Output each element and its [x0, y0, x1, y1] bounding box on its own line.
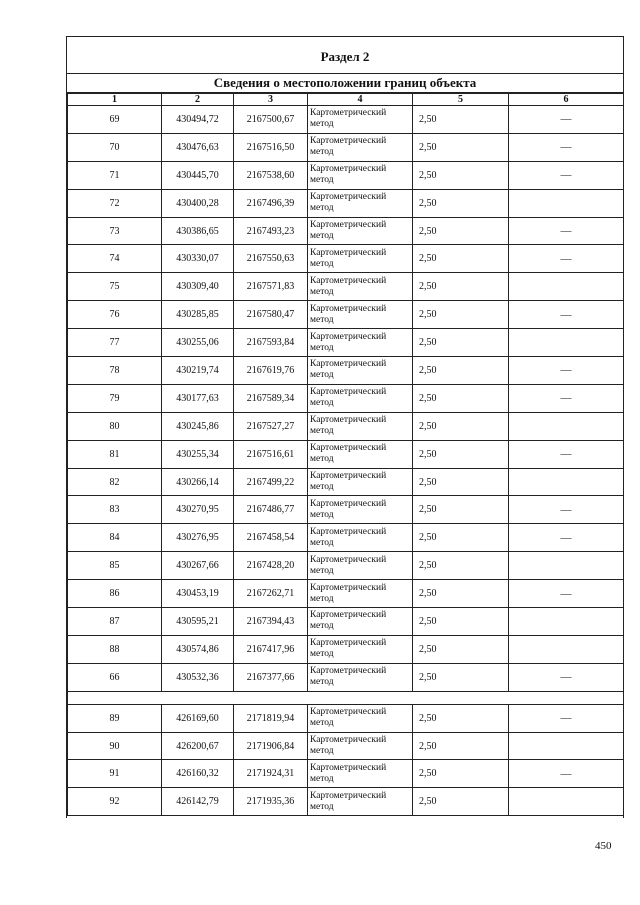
column-header: 2: [162, 94, 234, 106]
table-row: [68, 357, 624, 385]
description-cell: [509, 635, 624, 663]
point-number-cell: 80: [68, 412, 162, 440]
method-cell: Картометрический метод: [308, 301, 413, 329]
y-coordinate-cell: 2167580,47: [234, 301, 308, 329]
y-coordinate-cell: 2171906,84: [234, 732, 308, 760]
point-number-cell: 89: [68, 704, 162, 732]
accuracy-cell: 2,50: [413, 273, 509, 301]
description-cell: [509, 788, 624, 816]
x-coordinate-cell: 426142,79: [162, 788, 234, 816]
method-cell: Картометрический метод: [308, 608, 413, 636]
point-number-cell: 79: [68, 384, 162, 412]
y-coordinate-cell: 2167496,39: [234, 189, 308, 217]
description-cell: —: [509, 245, 624, 273]
method-cell: Картометрический метод: [308, 524, 413, 552]
description-cell: —: [509, 133, 624, 161]
x-coordinate-cell: 426200,67: [162, 732, 234, 760]
column-header: 5: [413, 94, 509, 106]
description-cell: —: [509, 496, 624, 524]
accuracy-cell: 2,50: [413, 580, 509, 608]
point-number-cell: 84: [68, 524, 162, 552]
table-row: [68, 189, 624, 217]
description-cell: —: [509, 357, 624, 385]
accuracy-cell: 2,50: [413, 384, 509, 412]
point-number-cell: 81: [68, 440, 162, 468]
point-number-cell: 77: [68, 329, 162, 357]
y-coordinate-cell: 2167589,34: [234, 384, 308, 412]
y-coordinate-cell: 2171924,31: [234, 760, 308, 788]
separator-cell: [68, 691, 624, 704]
method-cell: Картометрический метод: [308, 329, 413, 357]
section-title: Раздел 2: [320, 49, 370, 64]
description-cell: [509, 468, 624, 496]
description-cell: —: [509, 217, 624, 245]
method-cell: Картометрический метод: [308, 384, 413, 412]
description-cell: —: [509, 301, 624, 329]
point-number-cell: 69: [68, 106, 162, 134]
table-row: [68, 496, 624, 524]
point-number-cell: 73: [68, 217, 162, 245]
table-row: [68, 663, 624, 691]
accuracy-cell: 2,50: [413, 704, 509, 732]
x-coordinate-cell: 430285,85: [162, 301, 234, 329]
method-cell: Картометрический метод: [308, 732, 413, 760]
table-row: [68, 635, 624, 663]
description-cell: —: [509, 384, 624, 412]
coordinates-table: [67, 93, 624, 816]
table-row: [68, 732, 624, 760]
x-coordinate-cell: 426169,60: [162, 704, 234, 732]
point-number-cell: 92: [68, 788, 162, 816]
description-cell: [509, 732, 624, 760]
accuracy-cell: 2,50: [413, 635, 509, 663]
point-number-cell: 71: [68, 161, 162, 189]
x-coordinate-cell: 430267,66: [162, 552, 234, 580]
y-coordinate-cell: 2167377,66: [234, 663, 308, 691]
x-coordinate-cell: 430494,72: [162, 106, 234, 134]
point-number-cell: 86: [68, 580, 162, 608]
description-cell: —: [509, 161, 624, 189]
x-coordinate-cell: 430309,40: [162, 273, 234, 301]
table-row: [68, 552, 624, 580]
table-row: [68, 524, 624, 552]
accuracy-cell: 2,50: [413, 732, 509, 760]
table-row: [68, 412, 624, 440]
accuracy-cell: 2,50: [413, 412, 509, 440]
method-cell: Картометрический метод: [308, 189, 413, 217]
accuracy-cell: 2,50: [413, 663, 509, 691]
method-cell: Картометрический метод: [308, 412, 413, 440]
y-coordinate-cell: 2167619,76: [234, 357, 308, 385]
method-cell: Картометрический метод: [308, 468, 413, 496]
table-row: [68, 273, 624, 301]
table-row: [68, 106, 624, 134]
accuracy-cell: 2,50: [413, 329, 509, 357]
description-cell: —: [509, 440, 624, 468]
accuracy-cell: 2,50: [413, 357, 509, 385]
x-coordinate-cell: 430532,36: [162, 663, 234, 691]
method-cell: Картометрический метод: [308, 161, 413, 189]
accuracy-cell: 2,50: [413, 608, 509, 636]
description-cell: —: [509, 663, 624, 691]
description-cell: [509, 329, 624, 357]
method-cell: Картометрический метод: [308, 663, 413, 691]
x-coordinate-cell: 430386,65: [162, 217, 234, 245]
accuracy-cell: 2,50: [413, 161, 509, 189]
x-coordinate-cell: 426160,32: [162, 760, 234, 788]
y-coordinate-cell: 2167458,54: [234, 524, 308, 552]
table-row: [68, 329, 624, 357]
table-row: [68, 704, 624, 732]
y-coordinate-cell: 2167394,43: [234, 608, 308, 636]
accuracy-cell: 2,50: [413, 552, 509, 580]
accuracy-cell: 2,50: [413, 301, 509, 329]
point-number-cell: 82: [68, 468, 162, 496]
x-coordinate-cell: 430177,63: [162, 384, 234, 412]
method-cell: Картометрический метод: [308, 788, 413, 816]
table-row: [68, 468, 624, 496]
column-header: 3: [234, 94, 308, 106]
description-cell: [509, 273, 624, 301]
method-cell: Картометрический метод: [308, 245, 413, 273]
table-row: [68, 608, 624, 636]
y-coordinate-cell: 2171819,94: [234, 704, 308, 732]
x-coordinate-cell: 430476,63: [162, 133, 234, 161]
point-number-cell: 74: [68, 245, 162, 273]
y-coordinate-cell: 2167417,96: [234, 635, 308, 663]
accuracy-cell: 2,50: [413, 524, 509, 552]
method-cell: Картометрический метод: [308, 704, 413, 732]
y-coordinate-cell: 2167500,67: [234, 106, 308, 134]
y-coordinate-cell: 2171935,36: [234, 788, 308, 816]
accuracy-cell: 2,50: [413, 245, 509, 273]
x-coordinate-cell: 430255,34: [162, 440, 234, 468]
y-coordinate-cell: 2167486,77: [234, 496, 308, 524]
method-cell: Картометрический метод: [308, 552, 413, 580]
column-header: 4: [308, 94, 413, 106]
method-cell: Картометрический метод: [308, 760, 413, 788]
description-cell: —: [509, 580, 624, 608]
point-number-cell: 85: [68, 552, 162, 580]
point-number-cell: 76: [68, 301, 162, 329]
point-number-cell: 66: [68, 663, 162, 691]
x-coordinate-cell: 430400,28: [162, 189, 234, 217]
y-coordinate-cell: 2167516,50: [234, 133, 308, 161]
method-cell: Картометрический метод: [308, 635, 413, 663]
table-row: [68, 440, 624, 468]
table-row: [68, 384, 624, 412]
accuracy-cell: 2,50: [413, 468, 509, 496]
accuracy-cell: 2,50: [413, 440, 509, 468]
description-cell: [509, 608, 624, 636]
table-row: [68, 580, 624, 608]
accuracy-cell: 2,50: [413, 133, 509, 161]
point-number-cell: 87: [68, 608, 162, 636]
x-coordinate-cell: 430445,70: [162, 161, 234, 189]
y-coordinate-cell: 2167593,84: [234, 329, 308, 357]
description-cell: [509, 189, 624, 217]
method-cell: Картометрический метод: [308, 106, 413, 134]
point-number-cell: 70: [68, 133, 162, 161]
method-cell: Картометрический метод: [308, 273, 413, 301]
x-coordinate-cell: 430219,74: [162, 357, 234, 385]
separator-row: [68, 691, 624, 704]
description-cell: —: [509, 524, 624, 552]
y-coordinate-cell: 2167428,20: [234, 552, 308, 580]
point-number-cell: 75: [68, 273, 162, 301]
accuracy-cell: 2,50: [413, 496, 509, 524]
x-coordinate-cell: 430595,21: [162, 608, 234, 636]
y-coordinate-cell: 2167493,23: [234, 217, 308, 245]
document-frame: [66, 36, 624, 818]
column-header-row: [68, 94, 624, 106]
description-cell: —: [509, 106, 624, 134]
description-cell: [509, 552, 624, 580]
y-coordinate-cell: 2167516,61: [234, 440, 308, 468]
method-cell: Картометрический метод: [308, 217, 413, 245]
table-row: [68, 217, 624, 245]
column-header: 1: [68, 94, 162, 106]
method-cell: Картометрический метод: [308, 133, 413, 161]
point-number-cell: 83: [68, 496, 162, 524]
method-cell: Картометрический метод: [308, 440, 413, 468]
method-cell: Картометрический метод: [308, 357, 413, 385]
description-cell: —: [509, 704, 624, 732]
point-number-cell: 72: [68, 189, 162, 217]
section-subtitle: Сведения о местоположении границ объекта: [67, 73, 623, 93]
x-coordinate-cell: 430245,86: [162, 412, 234, 440]
accuracy-cell: 2,50: [413, 788, 509, 816]
y-coordinate-cell: 2167499,22: [234, 468, 308, 496]
accuracy-cell: 2,50: [413, 217, 509, 245]
point-number-cell: 88: [68, 635, 162, 663]
column-header: 6: [509, 94, 624, 106]
table-row: [68, 760, 624, 788]
x-coordinate-cell: 430453,19: [162, 580, 234, 608]
table-row: [68, 301, 624, 329]
y-coordinate-cell: 2167571,83: [234, 273, 308, 301]
x-coordinate-cell: 430276,95: [162, 524, 234, 552]
accuracy-cell: 2,50: [413, 106, 509, 134]
method-cell: Картометрический метод: [308, 580, 413, 608]
point-number-cell: 91: [68, 760, 162, 788]
description-cell: [509, 412, 624, 440]
table-row: [68, 133, 624, 161]
y-coordinate-cell: 2167527,27: [234, 412, 308, 440]
table-row: [68, 788, 624, 816]
accuracy-cell: 2,50: [413, 189, 509, 217]
table-row: [68, 161, 624, 189]
x-coordinate-cell: 430270,95: [162, 496, 234, 524]
y-coordinate-cell: 2167550,63: [234, 245, 308, 273]
x-coordinate-cell: 430266,14: [162, 468, 234, 496]
x-coordinate-cell: 430330,07: [162, 245, 234, 273]
table-row: [68, 245, 624, 273]
description-cell: —: [509, 760, 624, 788]
point-number-cell: 78: [68, 357, 162, 385]
page-number: 450: [595, 840, 612, 852]
method-cell: Картометрический метод: [308, 496, 413, 524]
x-coordinate-cell: 430574,86: [162, 635, 234, 663]
accuracy-cell: 2,50: [413, 760, 509, 788]
y-coordinate-cell: 2167538,60: [234, 161, 308, 189]
point-number-cell: 90: [68, 732, 162, 760]
x-coordinate-cell: 430255,06: [162, 329, 234, 357]
y-coordinate-cell: 2167262,71: [234, 580, 308, 608]
